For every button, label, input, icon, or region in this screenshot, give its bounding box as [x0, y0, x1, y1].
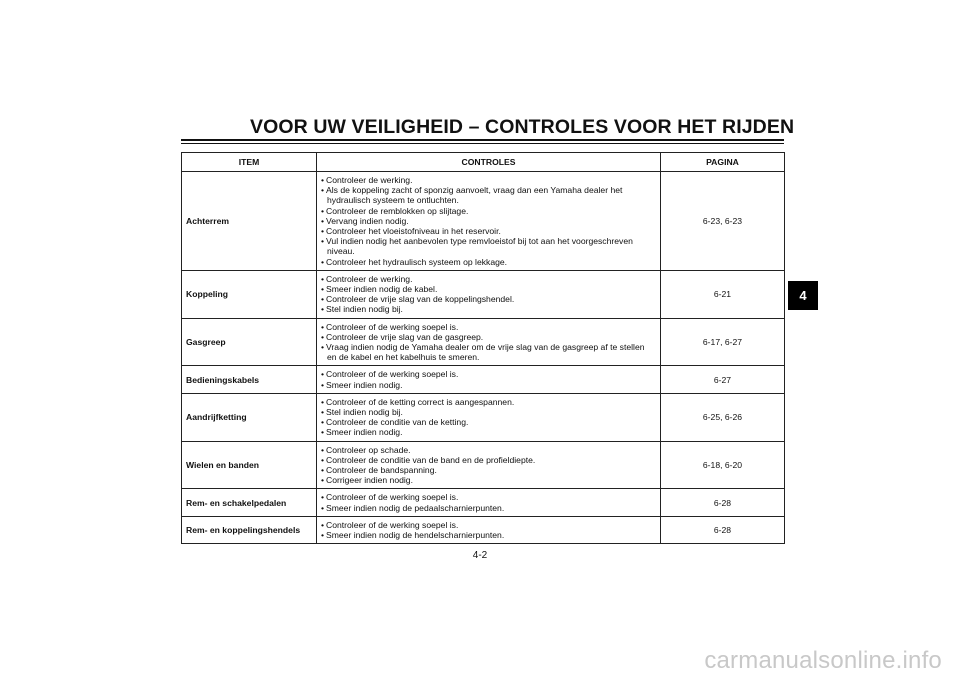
list-item: • Controleer het hydraulisch systeem op lekkage. — [321, 257, 656, 267]
list-item: • Controleer de conditie van de band en de profieldiepte. — [321, 455, 656, 465]
page-ref-cell: 6-18, 6-20 — [661, 441, 785, 489]
header-rule-thin — [181, 143, 784, 144]
controls-cell — [317, 318, 661, 366]
item-cell: Koppeling — [182, 270, 317, 318]
page-ref-cell: 6-25, 6-26 — [661, 393, 785, 441]
table-row — [182, 441, 785, 489]
page-title: VOOR UW VEILIGHEID – CONTROLES VOOR HET RIJDEN — [250, 116, 795, 138]
list-item: • Als de koppeling zacht of sponzig aanvoelt, vraag dan een Yamaha dealer het hydraulisch systeem te ontluchten. — [321, 185, 656, 205]
list-item: • Controleer of de werking soepel is. — [321, 369, 656, 379]
controls-cell — [317, 270, 661, 318]
list-item: • Smeer indien nodig. — [321, 380, 656, 390]
list-item: • Controleer of de werking soepel is. — [321, 322, 656, 332]
controls-list — [321, 322, 656, 363]
list-item: • Controleer de bandspanning. — [321, 465, 656, 475]
header-rule-thick — [181, 139, 784, 141]
header-controls: CONTROLES — [317, 153, 661, 172]
table-row — [182, 318, 785, 366]
page-ref-cell: 6-27 — [661, 366, 785, 393]
list-item: • Controleer de werking. — [321, 274, 656, 284]
table-body — [182, 172, 785, 544]
item-cell: Wielen en banden — [182, 441, 317, 489]
list-item: • Corrigeer indien nodig. — [321, 475, 656, 485]
controls-list — [321, 175, 656, 267]
controls-list — [321, 274, 656, 315]
item-cell: Rem- en koppelingshendels — [182, 516, 317, 543]
table-row — [182, 393, 785, 441]
controls-list — [321, 520, 656, 540]
header-page: PAGINA — [661, 153, 785, 172]
controls-cell — [317, 393, 661, 441]
list-item: • Controleer het vloeistofniveau in het reservoir. — [321, 226, 656, 236]
controls-list — [321, 369, 656, 389]
list-item: • Controleer de vrije slag van de koppelingshendel. — [321, 294, 656, 304]
controls-list — [321, 445, 656, 486]
table-row — [182, 366, 785, 393]
controls-list — [321, 492, 656, 512]
table-row — [182, 489, 785, 516]
list-item: • Smeer indien nodig. — [321, 427, 656, 437]
item-cell: Bedieningskabels — [182, 366, 317, 393]
item-cell: Gasgreep — [182, 318, 317, 366]
list-item: • Vul indien nodig het aanbevolen type remvloeistof bij tot aan het voorgeschreven niveau. — [321, 236, 656, 256]
table-row — [182, 270, 785, 318]
list-item: • Controleer de vrije slag van de gasgreep. — [321, 332, 656, 342]
list-item: • Vraag indien nodig de Yamaha dealer om de vrije slag van de gasgreep af te stellen en de kabel en het kabelhuis te smeren. — [321, 342, 656, 362]
list-item: • Smeer indien nodig de kabel. — [321, 284, 656, 294]
controls-cell — [317, 489, 661, 516]
list-item: • Controleer de conditie van de ketting. — [321, 417, 656, 427]
list-item: • Vervang indien nodig. — [321, 216, 656, 226]
table-header-row — [182, 153, 785, 172]
page-ref-cell: 6-28 — [661, 489, 785, 516]
controls-cell — [317, 441, 661, 489]
list-item: • Stel indien nodig bij. — [321, 407, 656, 417]
table-row — [182, 172, 785, 271]
list-item: • Smeer indien nodig de pedaalscharnierpunten. — [321, 503, 656, 513]
watermark: carmanualsonline.info — [704, 647, 942, 674]
table-row — [182, 516, 785, 543]
header-item: ITEM — [182, 153, 317, 172]
list-item: • Smeer indien nodig de hendelscharnierpunten. — [321, 530, 656, 540]
list-item: • Controleer of de ketting correct is aangespannen. — [321, 397, 656, 407]
item-cell: Aandrijfketting — [182, 393, 317, 441]
page-ref-cell: 6-28 — [661, 516, 785, 543]
page-ref-cell: 6-23, 6-23 — [661, 172, 785, 271]
page-ref-cell: 6-21 — [661, 270, 785, 318]
item-cell: Achterrem — [182, 172, 317, 271]
controls-cell — [317, 172, 661, 271]
page-number: 4-2 — [472, 550, 488, 561]
checks-table — [181, 152, 785, 544]
list-item: • Controleer de remblokken op slijtage. — [321, 206, 656, 216]
controls-cell — [317, 516, 661, 543]
list-item: • Controleer de werking. — [321, 175, 656, 185]
chapter-tab: 4 — [788, 281, 818, 310]
list-item: • Controleer op schade. — [321, 445, 656, 455]
page-ref-cell: 6-17, 6-27 — [661, 318, 785, 366]
controls-cell — [317, 366, 661, 393]
list-item: • Stel indien nodig bij. — [321, 304, 656, 314]
list-item: • Controleer of de werking soepel is. — [321, 492, 656, 502]
item-cell: Rem- en schakelpedalen — [182, 489, 317, 516]
list-item: • Controleer of de werking soepel is. — [321, 520, 656, 530]
controls-list — [321, 397, 656, 438]
